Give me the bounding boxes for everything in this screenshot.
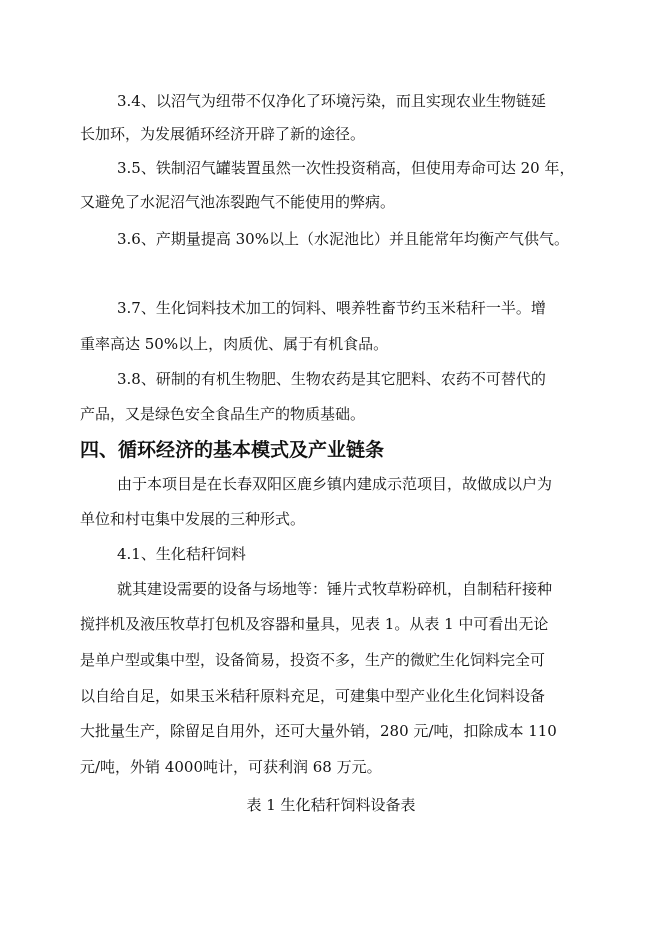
para-3-4-line-2: 长加环，为发展循环经济开辟了新的途径。 xyxy=(80,125,366,143)
section-4-intro-line-2: 单位和村屯集中发展的三种形式。 xyxy=(80,510,306,528)
subsection-4-1-line-5: 大批量生产，除留足自用外，还可大量外销，280 元/吨，扣除成本 110 xyxy=(80,722,557,740)
para-3-7-line-2: 重率高达 50%以上，肉质优、属于有机食品。 xyxy=(80,335,389,353)
subsection-4-1-line-6: 元/吨，外销 4000吨计，可获利润 68 万元。 xyxy=(80,758,382,776)
subsection-4-1-line-3: 是单户型或集中型，设备简易，投资不多，生产的微贮生化饲料完全可 xyxy=(80,651,546,669)
para-3-8-line-2: 产品，又是绿色安全食品生产的物质基础。 xyxy=(80,405,366,423)
para-3-8-line-1: 3.8、研制的有机生物肥、生物农药是其它肥料、农药不可替代的 xyxy=(117,370,546,388)
subsection-4-1-title: 4.1、生化秸秆饲料 xyxy=(117,545,246,563)
subsection-4-1-line-4: 以自给自足，如果玉米秸秆原料充足，可建集中型产业化生化饲料设备 xyxy=(80,687,546,705)
para-3-5-line-2: 又避免了水泥沼气池冻裂跑气不能使用的弊病。 xyxy=(80,193,396,211)
section-4-heading: 四、循环经济的基本模式及产业链条 xyxy=(80,439,385,461)
subsection-4-1-line-2: 搅拌机及液压牧草打包机及容器和量具，见表 1。从表 1 中可看出无论 xyxy=(80,615,549,633)
para-3-6-line-1: 3.6、产期量提高 30%以上（水泥池比）并且能常年均衡产气供气。 xyxy=(117,230,569,248)
para-3-4-line-1: 3.4、以沼气为纽带不仅净化了环境污染，而且实现农业生物链延 xyxy=(117,92,546,110)
para-3-5-line-1: 3.5、铁制沼气罐装置虽然一次性投资稍高，但使用寿命可达 20 年， xyxy=(117,159,575,177)
section-4-intro-line-1: 由于本项目是在长春双阳区鹿乡镇内建成示范项目，故做成以户为 xyxy=(117,475,553,493)
para-3-7-line-1: 3.7、生化饲料技术加工的饲料、喂养牲畜节约玉米秸秆一半。增 xyxy=(117,299,546,317)
subsection-4-1-line-1: 就其建设需要的设备与场地等：锤片式牧草粉碎机，自制秸秆接种 xyxy=(117,580,553,598)
table-1-caption: 表 1 生化秸秆饲料设备表 xyxy=(246,796,416,814)
